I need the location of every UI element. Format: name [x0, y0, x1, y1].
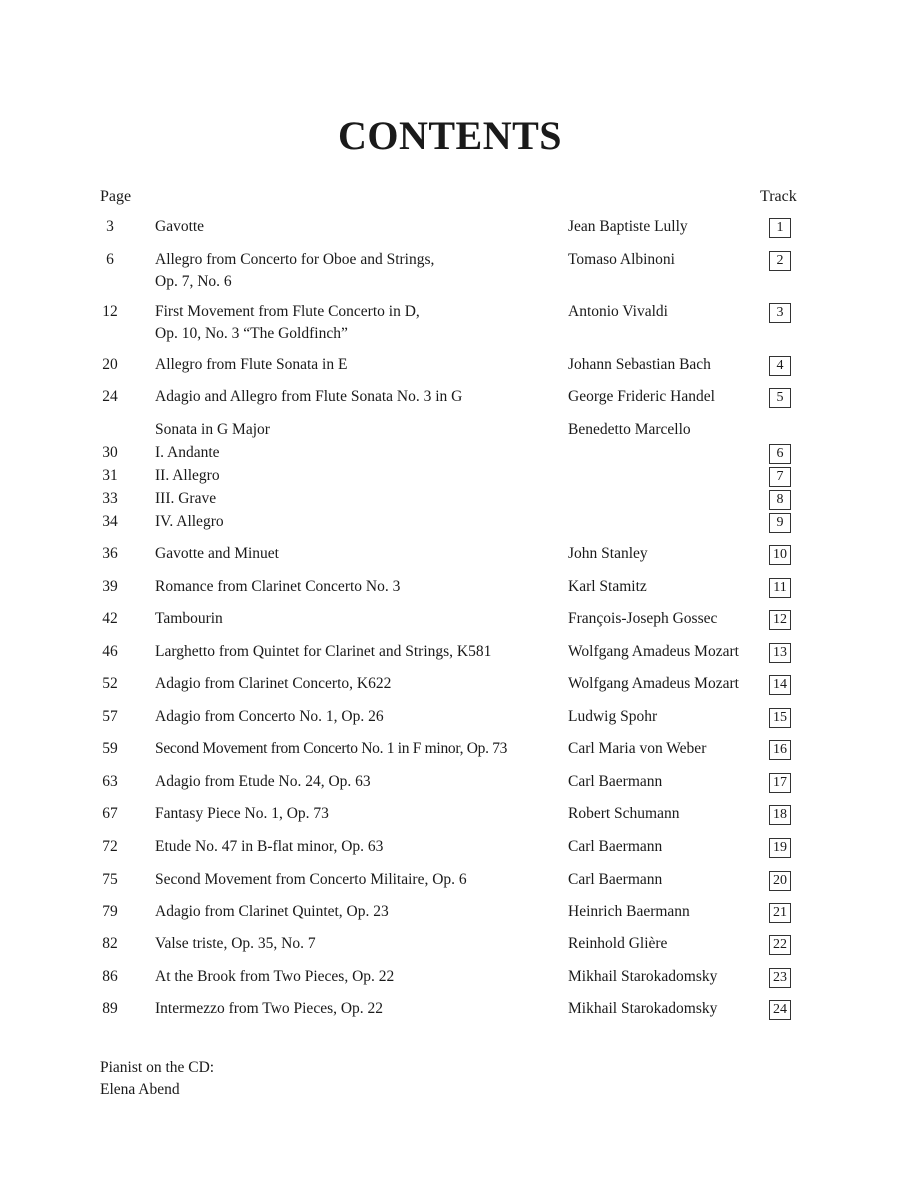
- piece-title: Gavotte: [155, 218, 205, 235]
- page-number: 20: [102, 356, 118, 373]
- page-number: 52: [102, 675, 118, 692]
- track-number: 20: [769, 871, 791, 891]
- track-number: 8: [769, 490, 791, 510]
- page-number: 31: [102, 467, 118, 484]
- track-number: 2: [769, 251, 791, 271]
- page-number: 6: [106, 251, 114, 268]
- composer: Johann Sebastian Bach: [568, 356, 711, 373]
- piece-title: Etude No. 47 in B-flat minor, Op. 63: [155, 838, 384, 855]
- track-number: 1: [769, 218, 791, 238]
- movement-title: II. Allegro: [155, 467, 220, 484]
- page-number: 63: [102, 773, 118, 790]
- composer: Carl Baermann: [568, 838, 663, 855]
- movement-title: IV. Allegro: [155, 513, 224, 530]
- composer: Robert Schumann: [568, 805, 680, 822]
- track-number: 12: [769, 610, 791, 630]
- track-number: 17: [769, 773, 791, 793]
- piece-title: Second Movement from Concerto Militaire, Op. 6: [155, 871, 467, 888]
- composer: Benedetto Marcello: [568, 421, 691, 438]
- piece-title: Romance from Clarinet Concerto No. 3: [155, 578, 401, 595]
- page-number: 72: [102, 838, 118, 855]
- piece-title: Fantasy Piece No. 1, Op. 73: [155, 805, 329, 822]
- track-number: 24: [769, 1000, 791, 1020]
- track-number: 5: [769, 388, 791, 408]
- track-number: 16: [769, 740, 791, 760]
- piece-title: Second Movement from Concerto No. 1 in F minor, Op. 73: [155, 740, 508, 757]
- piece-title: Adagio and Allegro from Flute Sonata No. 3 in G: [155, 388, 463, 405]
- pianist-label: Pianist on the CD:: [100, 1059, 215, 1076]
- track-number: 4: [769, 356, 791, 376]
- composer: Carl Baermann: [568, 871, 663, 888]
- page-number: 39: [102, 578, 118, 595]
- composer: Reinhold Glière: [568, 935, 668, 952]
- track-number: 10: [769, 545, 791, 565]
- page-number: 75: [102, 871, 118, 888]
- piece-title-continuation: Op. 10, No. 3 “The Goldfinch”: [155, 325, 348, 342]
- composer: John Stanley: [568, 545, 648, 562]
- page-number: 30: [102, 444, 118, 461]
- track-number: 7: [769, 467, 791, 487]
- pianist-credit: [100, 1057, 214, 1101]
- page-number: 33: [102, 490, 118, 507]
- piece-title: Allegro from Flute Sonata in E: [155, 356, 348, 373]
- track-number: 13: [769, 643, 791, 663]
- piece-title: Adagio from Clarinet Concerto, K622: [155, 675, 392, 692]
- composer: Wolfgang Amadeus Mozart: [568, 675, 739, 692]
- piece-title: First Movement from Flute Concerto in D,: [155, 303, 420, 320]
- composer: Wolfgang Amadeus Mozart: [568, 643, 739, 660]
- composer: Carl Maria von Weber: [568, 740, 707, 757]
- track-number: 11: [769, 578, 791, 598]
- composer: George Frideric Handel: [568, 388, 715, 405]
- piece-title: Gavotte and Minuet: [155, 545, 279, 562]
- track-number: 19: [769, 838, 791, 858]
- composer: Heinrich Baermann: [568, 903, 690, 920]
- track-number: 18: [769, 805, 791, 825]
- piece-title: Adagio from Concerto No. 1, Op. 26: [155, 708, 384, 725]
- piece-title: Tambourin: [155, 610, 223, 627]
- page-number: 82: [102, 935, 118, 952]
- page-number: 34: [102, 513, 118, 530]
- page-number: 24: [102, 388, 118, 405]
- movement-title: III. Grave: [155, 490, 217, 507]
- page-number: 42: [102, 610, 118, 627]
- track-number: 14: [769, 675, 791, 695]
- track-number: 21: [769, 903, 791, 923]
- composer: Mikhail Starokadomsky: [568, 1000, 718, 1017]
- composer: François-Joseph Gossec: [568, 610, 718, 627]
- piece-title: Allegro from Concerto for Oboe and Strings,: [155, 251, 435, 268]
- piece-title: Adagio from Etude No. 24, Op. 63: [155, 773, 371, 790]
- page-number: 3: [106, 218, 114, 235]
- page-column-header: Page: [100, 188, 132, 205]
- track-column-header: Track: [760, 188, 797, 205]
- movement-title: I. Andante: [155, 444, 220, 461]
- composer: Karl Stamitz: [568, 578, 647, 595]
- track-number: 22: [769, 935, 791, 955]
- page-title: CONTENTS: [337, 113, 563, 158]
- page-number: 79: [102, 903, 118, 920]
- track-number: 15: [769, 708, 791, 728]
- piece-title: Sonata in G Major: [155, 421, 270, 438]
- composer: Antonio Vivaldi: [568, 303, 668, 320]
- track-number: 3: [769, 303, 791, 323]
- piece-title: Larghetto from Quintet for Clarinet and Strings, K581: [155, 643, 492, 660]
- page-number: 86: [102, 968, 118, 985]
- piece-title: At the Brook from Two Pieces, Op. 22: [155, 968, 395, 985]
- page-number: 36: [102, 545, 118, 562]
- composer: Mikhail Starokadomsky: [568, 968, 718, 985]
- composer: Tomaso Albinoni: [568, 251, 675, 268]
- piece-title-continuation: Op. 7, No. 6: [155, 273, 232, 290]
- page-number: 12: [102, 303, 118, 320]
- page-number: 57: [102, 708, 118, 725]
- page-number: 46: [102, 643, 118, 660]
- composer: Carl Baermann: [568, 773, 663, 790]
- track-number: 6: [769, 444, 791, 464]
- page-number: 59: [102, 740, 118, 757]
- page-number: 67: [102, 805, 118, 822]
- track-number: 9: [769, 513, 791, 533]
- composer: Ludwig Spohr: [568, 708, 658, 725]
- piece-title: Valse triste, Op. 35, No. 7: [155, 935, 316, 952]
- piece-title: Intermezzo from Two Pieces, Op. 22: [155, 1000, 384, 1017]
- track-number: 23: [769, 968, 791, 988]
- pianist-name: Elena Abend: [100, 1081, 180, 1098]
- composer: Jean Baptiste Lully: [568, 218, 688, 235]
- page-number: 89: [102, 1000, 118, 1017]
- piece-title: Adagio from Clarinet Quintet, Op. 23: [155, 903, 389, 920]
